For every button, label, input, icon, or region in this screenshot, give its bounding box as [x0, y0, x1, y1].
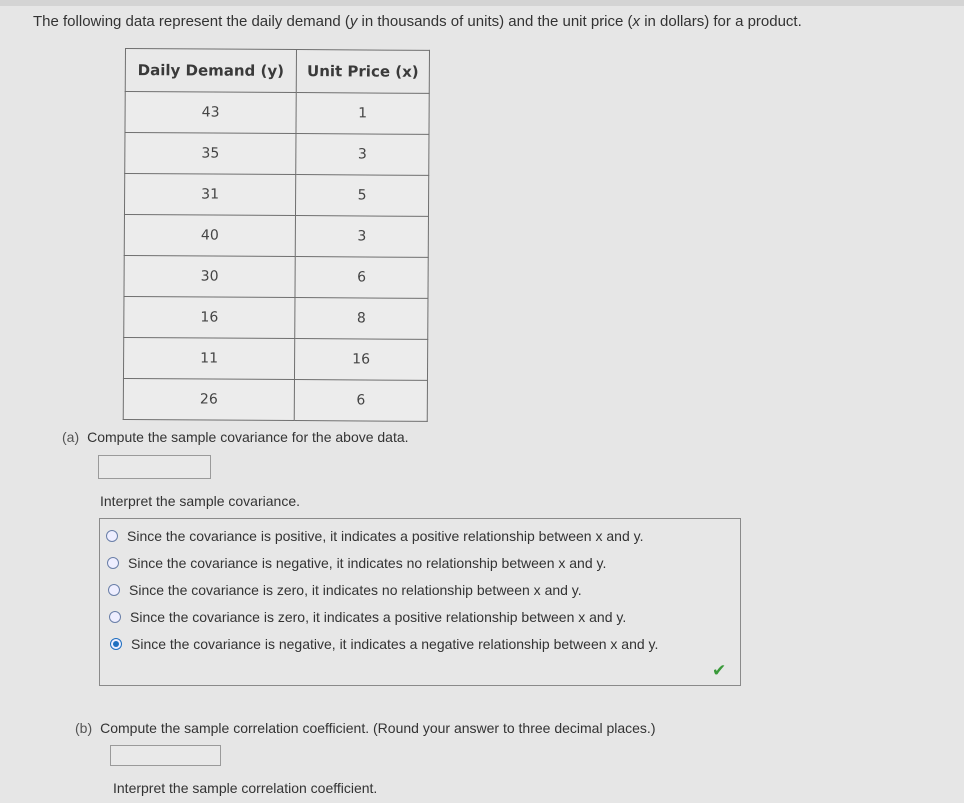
header-unit-price: Unit Price (x): [296, 50, 429, 94]
option-positive-positive[interactable]: [106, 528, 643, 544]
option-negative-none[interactable]: [107, 555, 606, 571]
table-row: [124, 296, 428, 339]
radio-button-selected[interactable]: [110, 638, 122, 650]
checkmark-icon: ✔: [712, 661, 727, 680]
demand-cell: 31: [124, 174, 295, 216]
part-a-label: (a): [62, 429, 80, 445]
demand-cell: 26: [123, 378, 294, 420]
price-cell: 3: [295, 216, 428, 258]
radio-button[interactable]: [109, 611, 121, 623]
price-cell: 1: [296, 93, 429, 135]
option-label: Since the covariance is negative, it indicates a negative relationship between x and y.: [131, 636, 659, 652]
correlation-answer-input[interactable]: [110, 745, 221, 766]
table-header-row: [125, 49, 429, 94]
part-a-text: Compute the sample covariance for the above data.: [87, 429, 409, 445]
option-label: Since the covariance is positive, it indicates a positive relationship between x and y.: [127, 528, 644, 544]
covariance-options-group: [99, 518, 741, 686]
table-row: [125, 133, 429, 176]
table-row: [124, 255, 428, 298]
table-row: [125, 92, 429, 135]
option-label: Since the covariance is zero, it indicates no relationship between x and y.: [129, 582, 582, 598]
radio-button[interactable]: [108, 584, 120, 596]
table-row: [123, 337, 427, 380]
price-cell: 8: [295, 298, 428, 340]
table-row: [124, 214, 428, 257]
part-a-question: [62, 429, 409, 445]
table-row: [123, 378, 427, 421]
price-cell: 5: [295, 175, 428, 217]
demand-cell: 11: [123, 337, 294, 379]
part-b-text: Compute the sample correlation coefficient. (Round your answer to three decimal places.): [100, 720, 656, 736]
option-negative-negative[interactable]: [110, 636, 658, 652]
covariance-answer-input[interactable]: [98, 455, 211, 479]
option-label: Since the covariance is zero, it indicates a positive relationship between x and y.: [130, 609, 627, 625]
demand-cell: 40: [124, 214, 295, 256]
demand-cell: 16: [124, 296, 295, 338]
data-table: [123, 48, 430, 422]
option-zero-positive[interactable]: [109, 609, 626, 625]
demand-cell: 43: [125, 92, 296, 134]
option-zero-none[interactable]: [108, 582, 582, 598]
price-cell: 16: [294, 339, 427, 381]
top-edge: [0, 0, 964, 6]
option-label: Since the covariance is negative, it indicates no relationship between x and y.: [128, 555, 607, 571]
price-cell: 6: [294, 380, 427, 422]
demand-cell: 35: [125, 133, 296, 175]
price-cell: 3: [296, 134, 429, 176]
radio-button[interactable]: [106, 530, 118, 542]
demand-cell: 30: [124, 255, 295, 297]
radio-button[interactable]: [107, 557, 119, 569]
interpret-covariance-label: Interpret the sample covariance.: [100, 493, 300, 509]
header-daily-demand: Daily Demand (y): [125, 49, 296, 93]
table-row: [124, 174, 428, 217]
interpret-correlation-label: Interpret the sample correlation coefficient.: [113, 780, 378, 796]
part-b-label: (b): [75, 720, 93, 736]
problem-statement: The following data represent the daily demand (y in thousands of units) and the unit price (x in dollars) for a product.: [33, 13, 802, 30]
part-b-question: [75, 720, 655, 736]
price-cell: 6: [295, 257, 428, 299]
